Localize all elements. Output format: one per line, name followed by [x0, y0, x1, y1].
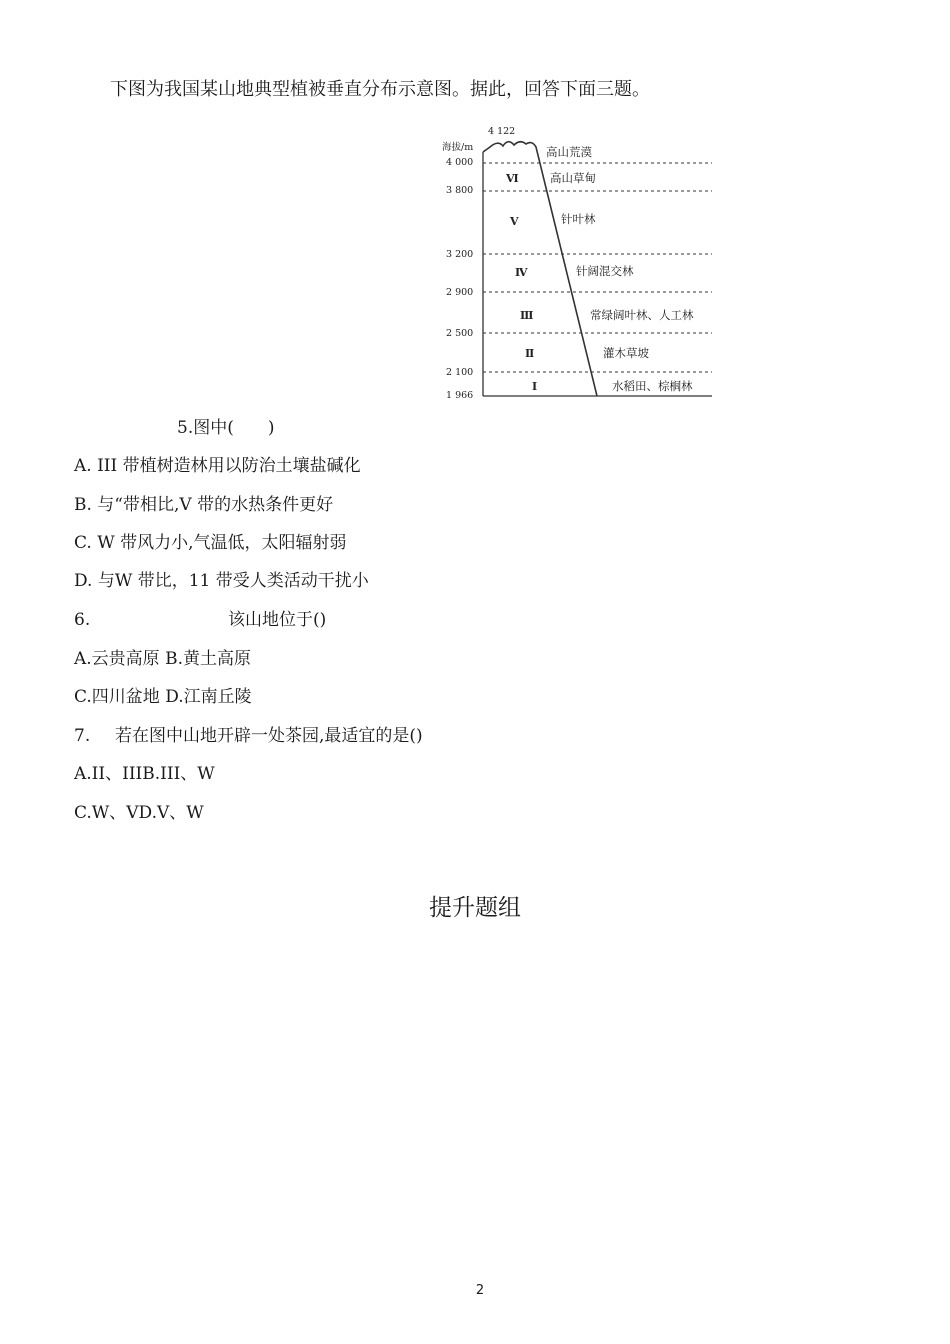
zone-roman: Ⅰ: [532, 380, 538, 393]
zone-roman: Ⅵ: [506, 172, 519, 185]
zone-name: 常绿阔叶林、人工林: [590, 308, 694, 322]
q5-option-a: A. III 带植树造林用以防治土壤盐碱化: [74, 456, 361, 476]
altitude-label: 2 500: [446, 328, 474, 339]
zone-name: 针叶林: [561, 212, 596, 226]
q5-option-b: B. 与“带相比,V 带的水热条件更好: [74, 495, 334, 515]
q6-stem: 该山地位于(): [228, 610, 327, 630]
q7-number: 7.: [74, 726, 91, 746]
altitude-label: 4 000: [446, 157, 474, 168]
q6-options-cd: C.四川盆地 D.江南丘陵: [74, 687, 252, 707]
q6-number: 6.: [74, 610, 91, 630]
zone-name: 水稻田、棕榈林: [612, 379, 693, 393]
page-number: 2: [475, 1283, 485, 1298]
q7-stem: 若在图中山地开辟一处茶园,最适宜的是(): [115, 726, 423, 746]
q5-option-d: D. 与W 带比，11 带受人类活动干扰小: [74, 571, 369, 591]
q5-stem: 5.图中( ): [177, 418, 275, 438]
q7-options-cd: C.W、VD.V、W: [74, 803, 204, 823]
zone-roman: Ⅴ: [510, 215, 519, 228]
altitude-label: 3 200: [446, 249, 474, 260]
vegetation-zone-diagram: [440, 120, 720, 405]
altitude-label: 1 966: [446, 390, 474, 401]
zone-name: 高山草甸: [550, 171, 596, 185]
altitude-label: 3 800: [446, 185, 474, 196]
axis-title: 海拔/m: [442, 142, 474, 153]
q5-option-c: C. W 带风力小,气温低，太阳辐射弱: [74, 533, 347, 553]
zone-name: 灌木草坡: [603, 346, 649, 360]
zone-roman: Ⅳ: [515, 266, 528, 279]
peak-label: 4 122: [488, 126, 516, 137]
altitude-label: 2 900: [446, 287, 474, 298]
q6-options-ab: A.云贵高原 B.黄土高原: [74, 649, 251, 669]
q7-options-ab: A.II、IIIB.III、W: [74, 764, 215, 784]
zone-roman: Ⅲ: [520, 309, 534, 322]
zone-name: 针阔混交林: [576, 264, 634, 278]
section-title: 提升题组: [429, 895, 521, 921]
zone-name: 高山荒漠: [546, 145, 592, 159]
intro-text: 下图为我国某山地典型植被垂直分布示意图。据此，回答下面三题。: [110, 79, 650, 100]
zone-roman: Ⅱ: [525, 347, 535, 360]
altitude-label: 2 100: [446, 367, 474, 378]
